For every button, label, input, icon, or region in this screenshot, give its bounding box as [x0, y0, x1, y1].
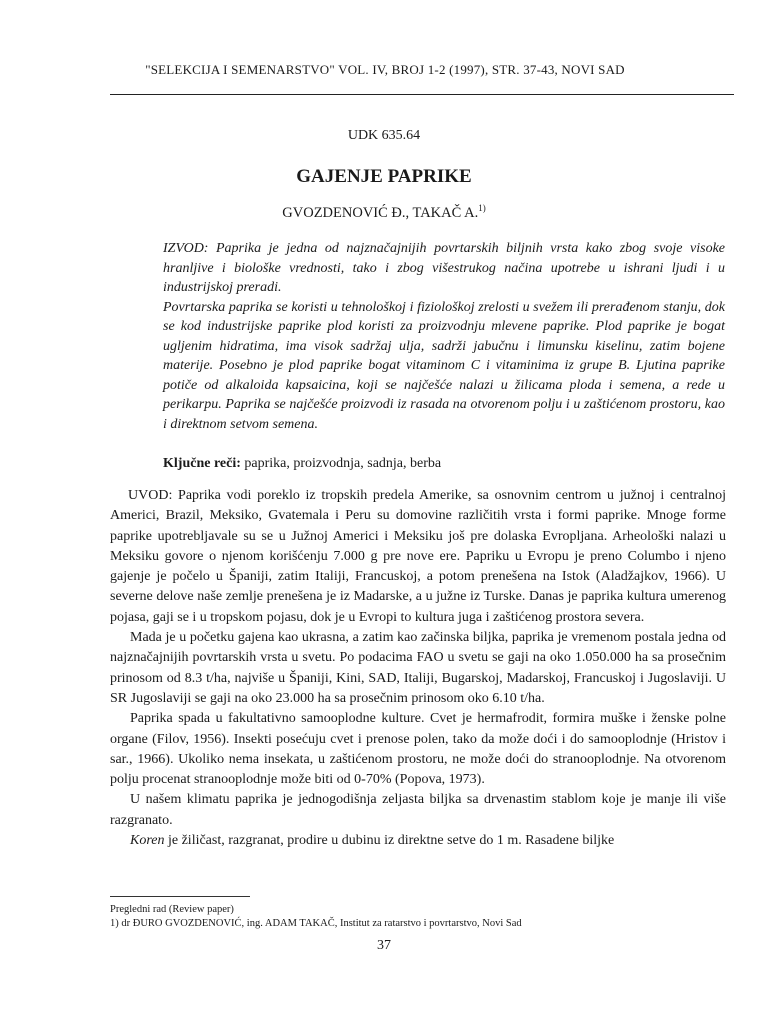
footnote-rule [110, 896, 250, 897]
udk-code: UDK 635.64 [347, 128, 421, 143]
footnote-paper-type: Pregledni rad (Review paper) [110, 904, 234, 915]
body-paragraph-text: je žiličast, razgranat, prodire u dubinu iz direktne setve do 1 m. Rasadene biljke [164, 833, 615, 849]
authors-names: GVOZDENOVIĆ Đ., TAKAČ A. [282, 204, 479, 221]
abstract-paragraph: IZVOD: Paprika je jedna od najznačajnijih povrtarskih biljnih vrsta kako zbog svoje visoke hranljive i biološke vrednosti, tako i zbog višestrukog načina upotrebe u ishrani ljudi i u industrijskoj preradi. [163, 241, 725, 295]
article-authors [0, 203, 768, 222]
keywords-value: paprika, proizvodnja, sadnja, berba [244, 456, 442, 471]
footnotes [110, 903, 730, 930]
keywords [163, 456, 725, 472]
keywords-label: Ključne reči: [163, 456, 241, 471]
header-rule [110, 94, 734, 95]
article-title: GAJENJE PAPRIKE [296, 166, 472, 187]
authors-footnote-mark: 1) [478, 203, 486, 213]
body-paragraph: Mada je u početku gajena kao ukrasna, a zatim kao začinska biljka, paprika je vremenom postala jedna od najznačajnijih povrtarskih vrsta u svetu. Po podacima FAO u svetu se gaji na oko 1.050.000 ha sa prosečnim prinosom od 8.3 t/ha, najviše u Španiji, Kini, SAD, Italiji, Bugarskoj, Madarskoj, Francuskoj i Jugoslaviji. U SR Jugoslaviji se gaji na oko 23.000 ha sa prosečnim prinosom oko 6.10 t/ha. [110, 630, 726, 706]
abstract [163, 239, 725, 434]
body-paragraph: UVOD: Paprika vodi poreklo iz tropskih predela Amerike, sa osnovnim centrom u južnoj i centralnoj Americi, Brazil, Meksiko, Gvatemala i Peru su domovine različitih vrsta i formi paprike. Mnoge forme paprike upotrebljavale su se u Južnoj Americi i Meksiku još pre dolaska Evropljana. Arheološki nalazi u Meksiku govore o njenom korišćenju 7.000 g pre nove ere. Papriku u Evropu je preno Columbo i njeno gajenje je počelo u Španiji, zatim Italiji, Francuskoj, a potom prenešena na Istok (Aladžajkov, 1966). U severne delove naše zemlje prenešena je iz Madarske, a u južne iz Turske. Danas je paprika kultura umerenog pojasa, gaji se i u tropskom pojasu, dok je u Evropi to kultura juga i zaštićenog prostora severa. [110, 488, 726, 625]
body-paragraph: U našem klimatu paprika je jednogodišnja zeljasta biljka sa drvenastim stablom koje je manje ili više razgranato. [110, 792, 726, 828]
body-term: Koren [130, 833, 165, 849]
body-text [110, 486, 726, 851]
abstract-paragraph: Povrtarska paprika se koristi u tehnološkoj i fiziološkoj zrelosti u svežem ili prerađenom stanju, dok se kod industrijske paprike plod koristi za proizvodnju mlevene paprike. Plod paprike je bogat ugljenim hidratima, ima visok sadržaj ulja, sadrži jabučnu i limunsku kiselinu, zatim bojene materije. Posebno je plod paprike bogat vitaminom C i vitaminima iz grupe B. Ljutina paprike potiče od alkaloida kapsaicina, koji se najčešće nalazi u žilicama ploda i semena, a rede u perikarpu. Paprika se najčešće proizvodi iz rasada na otvorenom polju i u zaštićenom prostoru, kao i direktnom setvom semena. [163, 299, 725, 432]
page-number: 37 [377, 938, 391, 953]
running-header: "SELEKCIJA I SEMENARSTVO" VOL. IV, BROJ 1-2 (1997), STR. 37-43, NOVI SAD [145, 62, 625, 77]
body-paragraph [110, 831, 726, 851]
body-paragraph: Paprika spada u fakultativno samooplodne kulture. Cvet je hermafrodit, formira muške i ženske polne organe (Filov, 1956). Insekti posećuju cvet i prenose polen, tako da može doći i do samooplodnje (Hristov i sar., 1966). Ukoliko nema insekata, u zaštićenom prostoru, ne može doći do stranooplodnje. Na otvorenom polju procenat stranooplodnje može biti od 0-70% (Popova, 1973). [110, 711, 726, 788]
footnote-affiliation: 1) dr ĐURO GVOZDENOVIĆ, ing. ADAM TAKAČ, Institut za ratarstvo i povrtarstvo, Novi Sad [110, 917, 522, 929]
